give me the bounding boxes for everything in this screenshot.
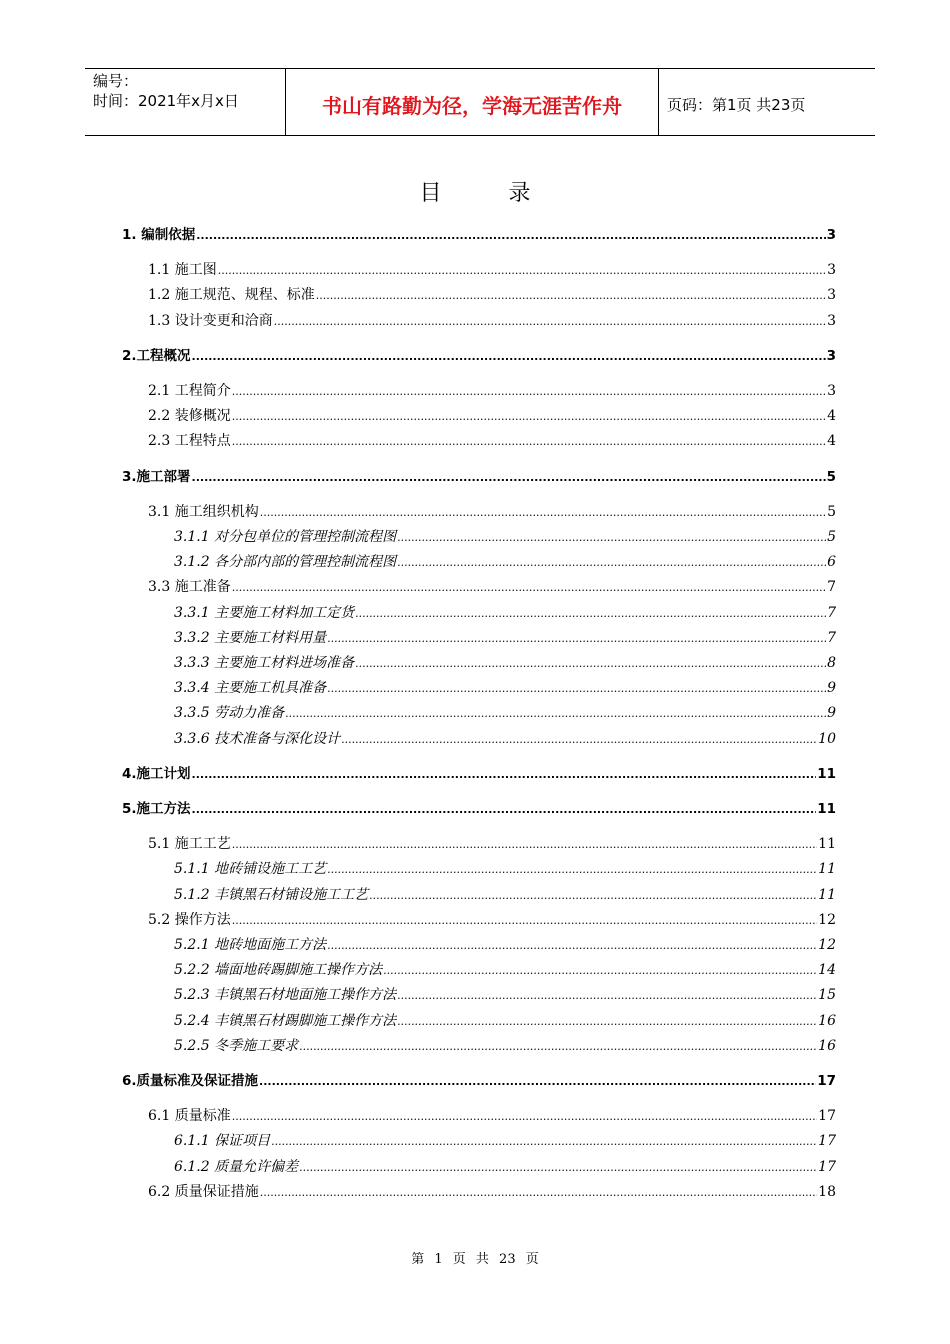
toc-entry-label: 5.2.1 地砖地面施工方法: [174, 937, 327, 953]
toc-entry-page: 17: [817, 1073, 836, 1089]
toc-entry[interactable]: [122, 503, 836, 522]
toc-entry-page: 7: [827, 604, 836, 621]
toc-entry[interactable]: [122, 835, 836, 854]
toc-entry[interactable]: [122, 1158, 836, 1177]
toc-leader-dots: [232, 836, 817, 854]
toc-entry-label: 4.施工计划: [122, 765, 191, 782]
toc-entry-label: 5.2.2 墙面地砖踢脚施工操作方法: [174, 962, 383, 979]
toc-entry[interactable]: [122, 407, 836, 426]
toc-entry-label: 6.质量标准及保证措施: [122, 1073, 259, 1089]
toc-entry-page: 7: [827, 579, 836, 596]
toc-leader-dots: [232, 579, 826, 597]
toc-entry[interactable]: [122, 261, 836, 280]
toc-entry-label: 3.3.5 劳动力准备: [174, 705, 285, 722]
toc-entry-page: 3: [826, 227, 836, 243]
toc-leader-dots: [397, 529, 826, 547]
toc-entry-page: 12: [818, 937, 836, 953]
toc-entry-page: 11: [817, 765, 836, 782]
toc-entry-page: 17: [818, 1108, 836, 1125]
toc-entry[interactable]: [122, 679, 836, 698]
toc-entry-page: 4: [827, 408, 836, 425]
toc-leader-dots: [232, 1108, 817, 1126]
toc-entry-label: 2.工程概况: [122, 347, 191, 364]
toc-leader-dots: [369, 887, 817, 905]
toc-leader-dots: [383, 962, 817, 980]
toc-entry[interactable]: [122, 800, 836, 819]
toc-leader-dots: [260, 504, 826, 522]
toc-entry-page: 15: [818, 987, 836, 1004]
toc-entry[interactable]: [122, 312, 836, 331]
toc-entry-label: 3.3.3 主要施工材料进场准备: [174, 655, 355, 671]
toc-entry-page: 17: [818, 1158, 836, 1175]
toc-entry-page: 5: [827, 503, 836, 520]
toc-entry[interactable]: [122, 432, 836, 451]
toc-leader-dots: [192, 766, 817, 784]
toc-entry-page: 5: [827, 529, 836, 545]
toc-leader-dots: [232, 408, 826, 426]
toc-entry-label: 6.2 质量保证措施: [148, 1183, 259, 1200]
toc-entry[interactable]: [122, 911, 836, 930]
toc-entry[interactable]: [122, 528, 836, 547]
toc-entry-page: 3: [827, 287, 836, 304]
toc-entry[interactable]: [122, 468, 836, 487]
toc-entry-label: 5.2.4 丰镇黑石材踢脚施工操作方法: [174, 1012, 397, 1029]
toc-entry[interactable]: [122, 1037, 836, 1056]
toc-entry-page: 18: [818, 1183, 836, 1200]
toc-leader-dots: [260, 1184, 817, 1202]
toc-entry-label: 6.1 质量标准: [148, 1108, 231, 1125]
toc-entry[interactable]: [122, 730, 836, 749]
toc-leader-dots: [355, 655, 826, 673]
toc-leader-dots: [397, 1013, 817, 1031]
toc-entry[interactable]: [122, 1107, 836, 1126]
toc-leader-dots: [397, 554, 826, 572]
toc-leader-dots: [397, 987, 817, 1005]
toc-leader-dots: [285, 705, 826, 723]
toc-entry-page: 16: [818, 1037, 836, 1054]
toc-entry-page: 3: [827, 262, 836, 279]
toc-entry-page: 9: [827, 680, 836, 697]
document-number-label: 编号：: [93, 72, 139, 90]
toc-entry-label: 5.1.1 地砖铺设施工工艺: [174, 861, 327, 878]
toc-entry-page: 14: [818, 962, 836, 979]
toc-leader-dots: [271, 1133, 817, 1151]
toc-leader-dots: [341, 731, 817, 749]
toc-entry-label: 3.3.1 主要施工材料加工定货: [174, 604, 355, 621]
toc-entry[interactable]: [122, 347, 836, 366]
header-slogan: 书山有路勤为径，学海无涯苦作舟: [286, 69, 659, 135]
toc-entry[interactable]: [122, 860, 836, 879]
toc-leader-dots: [218, 262, 826, 280]
toc-entry-page: 3: [827, 383, 836, 399]
header-meta-cell: [85, 69, 286, 135]
document-time-label: 时间：2021年x月x日: [93, 92, 239, 110]
toc-leader-dots: [299, 1038, 817, 1056]
toc-entry-label: 5.施工方法: [122, 801, 191, 817]
toc-entry-label: 3.3.2 主要施工材料用量: [174, 629, 327, 646]
toc-entry-page: 8: [827, 655, 836, 671]
toc-leader-dots: [274, 313, 826, 331]
toc-leader-dots: [327, 680, 826, 698]
toc-entry[interactable]: [122, 1012, 836, 1031]
toc-entry[interactable]: [122, 704, 836, 723]
toc-leader-dots: [232, 433, 826, 451]
document-header: [85, 68, 875, 136]
toc-entry-page: 3: [826, 347, 836, 364]
toc-entry-page: 12: [818, 911, 836, 928]
toc-entry[interactable]: [122, 578, 836, 597]
toc-entry[interactable]: [122, 382, 836, 401]
toc-entry-page: 11: [818, 836, 836, 853]
toc-leader-dots: [327, 630, 826, 648]
toc-leader-dots: [192, 469, 826, 487]
toc-entry-label: 3.1 施工组织机构: [148, 503, 259, 520]
toc-entry-page: 5: [826, 468, 836, 485]
toc-entry-label: 3.1.2 各分部内部的管理控制流程图: [174, 554, 397, 571]
toc-entry-label: 5.2.3 丰镇黑石材地面施工操作方法: [174, 987, 397, 1004]
toc-entry[interactable]: [122, 654, 836, 673]
toc-leader-dots: [196, 227, 825, 245]
toc-entry-label: 3.3 施工准备: [148, 579, 231, 596]
toc-title: 目 录: [419, 181, 561, 206]
toc-entry-label: 3.施工部署: [122, 468, 191, 485]
toc-entry-label: 2.3 工程特点: [148, 433, 231, 450]
page-footer: 第 1 页 共 23 页: [411, 1252, 539, 1267]
toc-leader-dots: [299, 1159, 817, 1177]
toc-entry-page: 7: [827, 629, 836, 646]
toc-entry-label: 6.1.2 质量允许偏差: [174, 1158, 299, 1175]
header-page-info: 页码：第1页 共23页: [667, 95, 806, 114]
toc-entry-label: 2.2 装修概况: [148, 408, 231, 425]
toc-entry[interactable]: [122, 886, 836, 905]
toc-entry-label: 3.3.4 主要施工机具准备: [174, 680, 327, 697]
toc-entry-page: 4: [827, 433, 836, 450]
toc-entry-page: 16: [818, 1012, 836, 1029]
toc-entry-page: 11: [818, 861, 836, 878]
toc-entry-label: 1.1 施工图: [148, 262, 217, 279]
toc-leader-dots: [192, 801, 817, 819]
toc-entry[interactable]: [122, 936, 836, 955]
toc-leader-dots: [355, 605, 826, 623]
toc-entry[interactable]: [122, 765, 836, 784]
toc-entry[interactable]: [122, 961, 836, 980]
toc-leader-dots: [232, 383, 826, 401]
toc-entry-label: 6.1.1 保证项目: [174, 1133, 271, 1150]
toc-entry-label: 3.1.1 对分包单位的管理控制流程图: [174, 529, 397, 545]
toc-leader-dots: [232, 912, 817, 930]
toc-entry[interactable]: [122, 1132, 836, 1151]
toc-leader-dots: [327, 937, 817, 955]
toc-entry-page: 17: [818, 1133, 836, 1150]
toc-entry[interactable]: [122, 553, 836, 572]
toc-entry-page: 10: [818, 730, 836, 747]
toc-entry-label: 5.1 施工工艺: [148, 836, 231, 853]
toc-entry-page: 11: [817, 801, 836, 817]
toc-entry[interactable]: [122, 604, 836, 623]
toc-entry-label: 5.2.5 冬季施工要求: [174, 1037, 299, 1054]
toc-entry[interactable]: [122, 986, 836, 1005]
toc-entry-label: 2.1 工程简介: [148, 383, 231, 399]
toc-entry-label: 1.3 设计变更和洽商: [148, 312, 273, 329]
toc-entry-label: 3.3.6 技术准备与深化设计: [174, 730, 341, 747]
toc-entry[interactable]: [122, 226, 836, 245]
toc-leader-dots: [192, 348, 826, 366]
toc-leader-dots: [259, 1073, 816, 1091]
toc-entry[interactable]: [122, 286, 836, 305]
toc-entry[interactable]: [122, 629, 836, 648]
toc-entry-page: 11: [818, 886, 836, 903]
toc-entry[interactable]: [122, 1072, 836, 1091]
toc-entry-page: 6: [827, 554, 836, 571]
toc-leader-dots: [327, 861, 817, 879]
toc-entry-label: 1. 编制依据: [122, 227, 196, 243]
toc-entry-page: 9: [827, 705, 836, 722]
toc-leader-dots: [316, 287, 826, 305]
toc-entry[interactable]: [122, 1183, 836, 1202]
toc-entry-label: 1.2 施工规范、规程、标准: [148, 287, 315, 304]
toc-entry-label: 5.2 操作方法: [148, 911, 231, 928]
toc-entry-label: 5.1.2 丰镇黑石材铺设施工工艺: [174, 886, 369, 903]
toc-entry-page: 3: [827, 312, 836, 329]
